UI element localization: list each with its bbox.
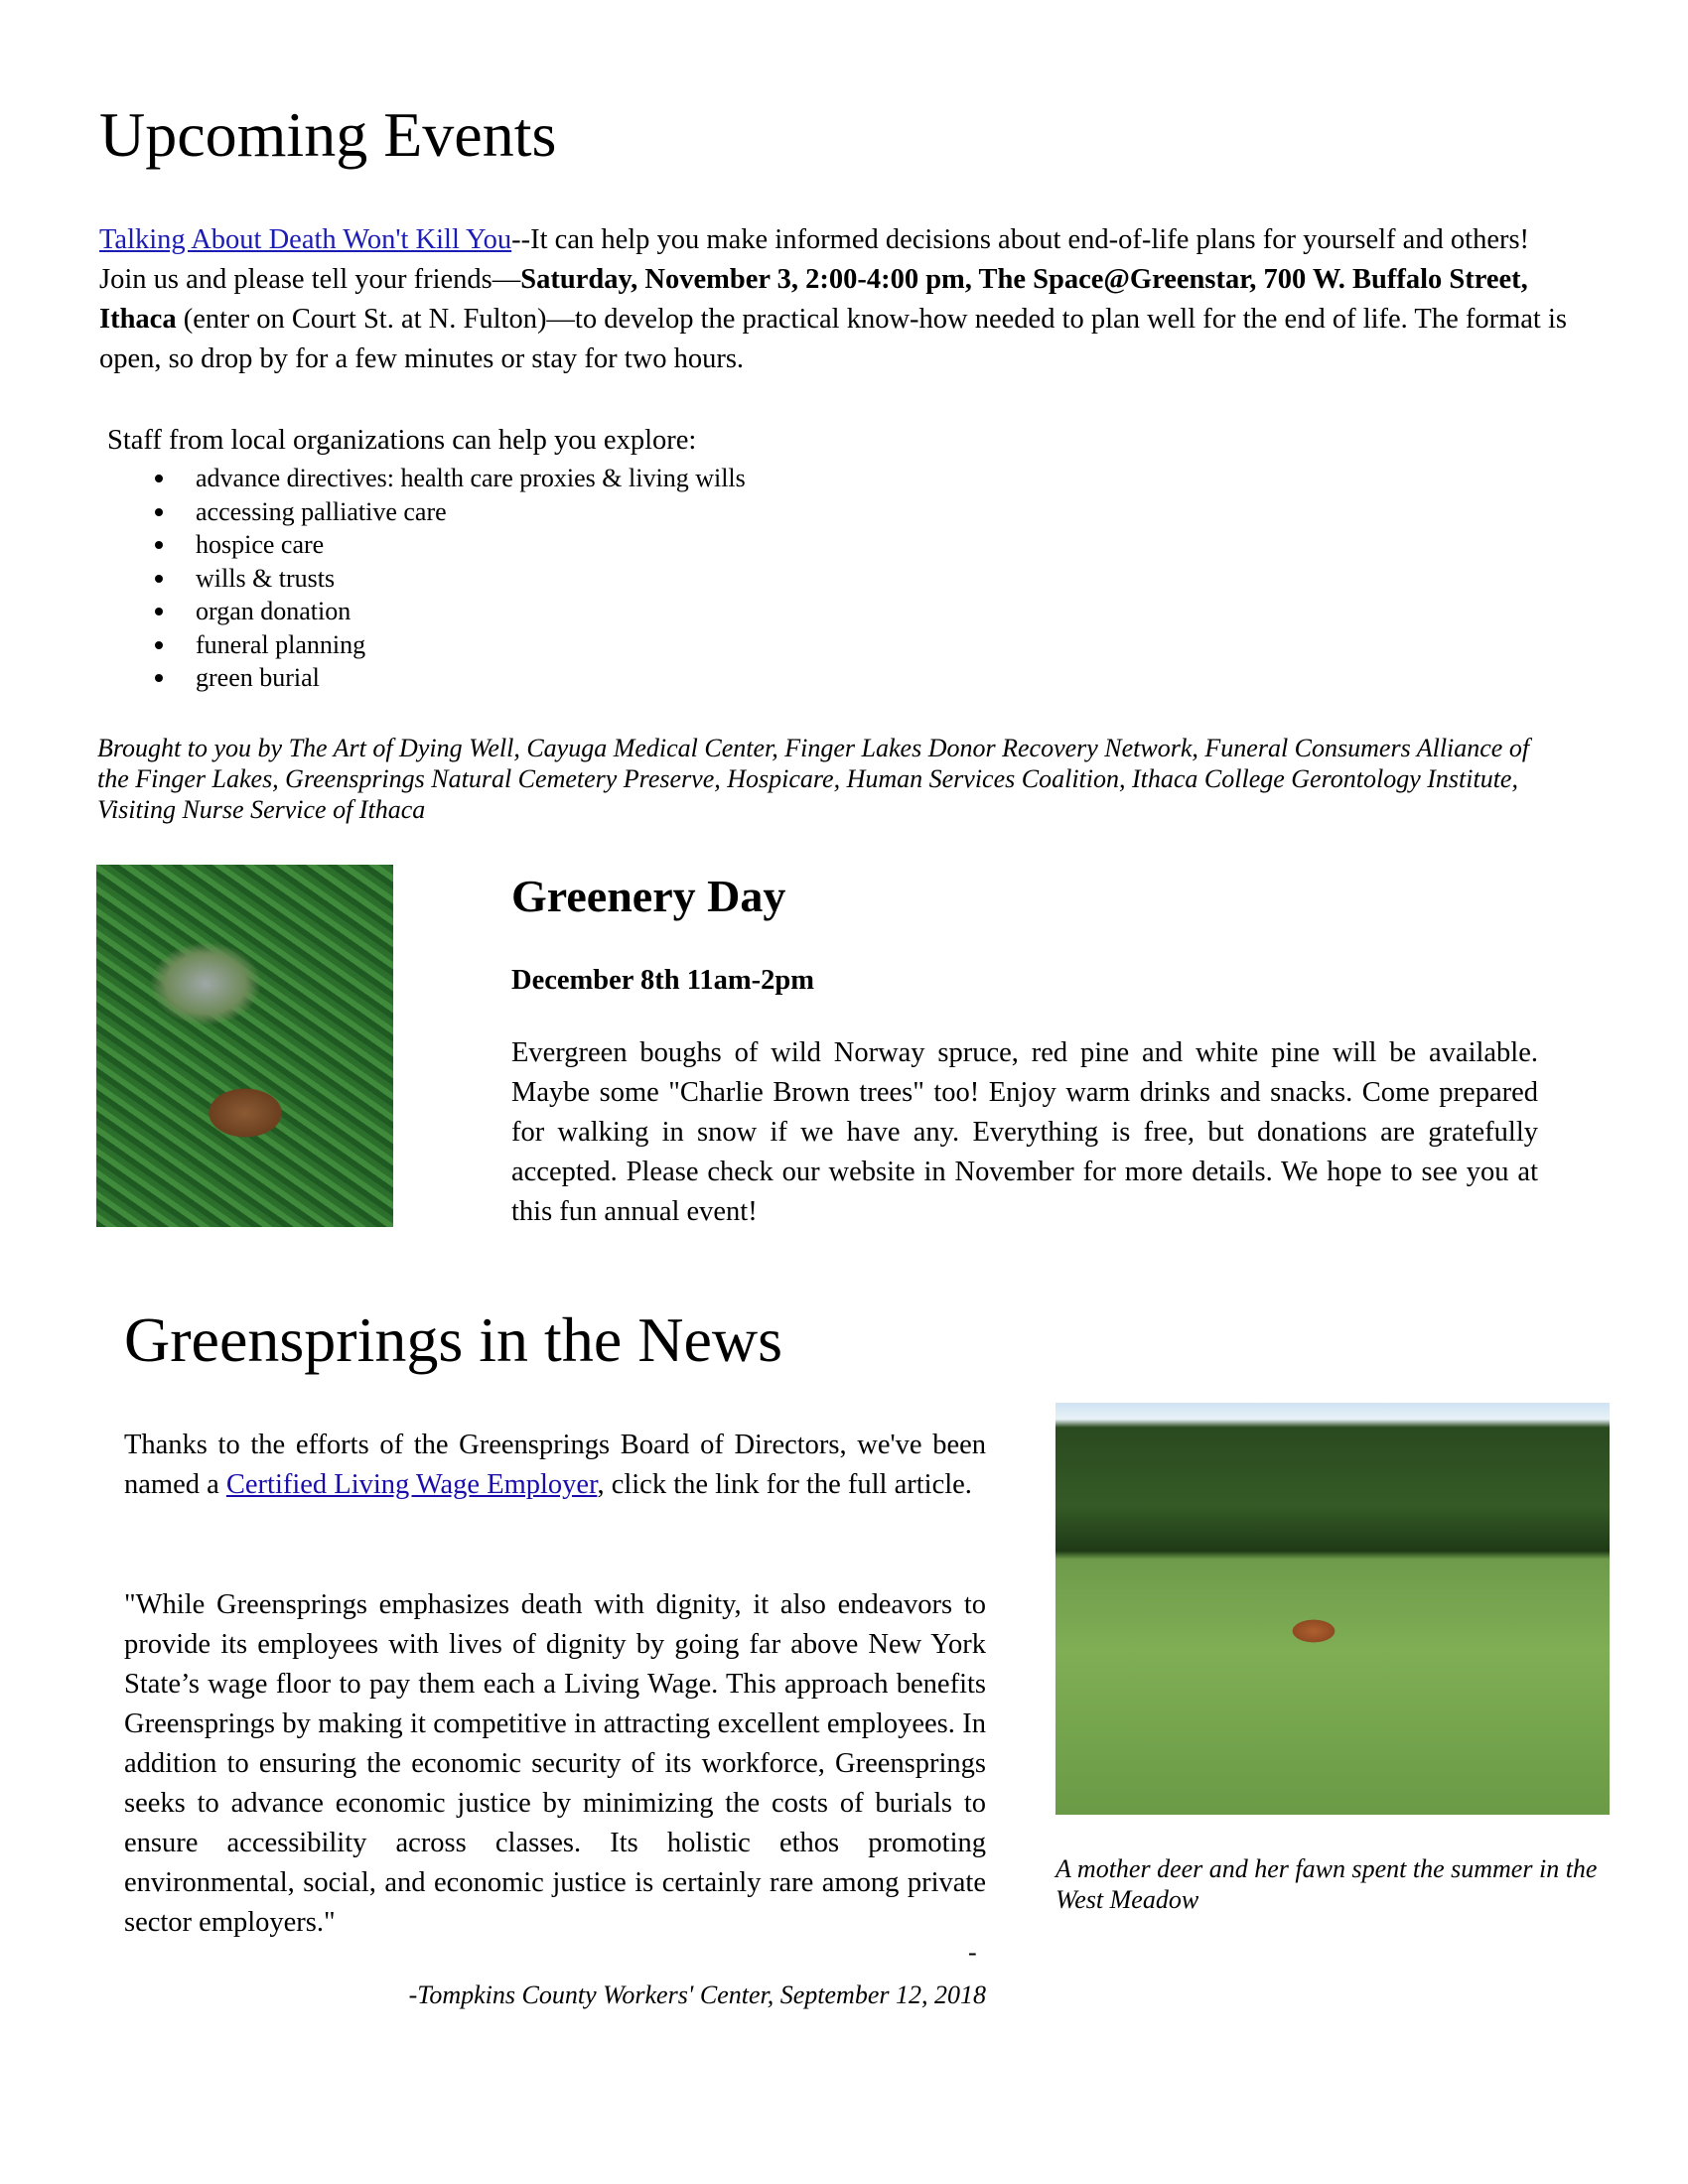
sponsors-text: Brought to you by The Art of Dying Well, Cayuga Medical Center, Finger Lakes Donor Recovery Network, Funeral Consumers Alliance of the Finger Lakes, Greensprings Natural Cemetery Preserve, Hospicare, Human Services Coalition, Ithaca College Gerontology Institute, Visiting Nurse Service of Ithaca [97,734,1530,824]
evergreen-wreath-image [96,865,393,1227]
talking-about-death-link[interactable]: Talking About Death Won't Kill You [99,224,512,255]
bullet-icon [155,508,163,516]
dash: - [968,1938,977,1967]
news-intro-text: Thanks to the efforts of the Greensprings Board of Directors, we've been named a [124,1430,986,1500]
greenery-day-date: December 8th 11am-2pm [511,965,814,996]
photo-caption: A mother deer and her fawn spent the summer in the West Meadow [1055,1854,1598,1914]
news-quote: "While Greensprings emphasizes death with dignity, it also endeavors to provide its employees with lives of dignity by going far above New York State’s wage floor to pay them each a Living Wage. This approach benefits Greensprings by making it competitive in attracting excellent employees. In addition to ensuring the economic security of its workforce, Greensprings seeks to advance economic justice by minimizing the costs of burials to ensure accessibility across classes. Its holistic ethos promoting environmental, social, and economic justice is certainly rare among private sector employers." [124,1589,986,1938]
topic-text: wills & trusts [196,563,336,593]
news-intro-text-end: , click the link for the full article. [597,1469,972,1500]
topic-text: hospice care [196,530,325,559]
event-date-location: Saturday, November 3, 2:00-4:00 pm, The Space@Greenstar, 700 W. Buffalo Street, Ithaca [99,264,1528,335]
bullet-icon [155,641,163,649]
list-item [196,661,746,695]
quote-attribution: -Tompkins County Workers' Center, September 12, 2018 [408,1980,986,2009]
bullet-icon [155,575,163,583]
topic-text: funeral planning [196,629,366,659]
topics-list [196,462,746,695]
list-item [196,562,746,596]
event-text-1: --It can help you make informed decisions about end-of-life plans for yourself and others! Join us and please tell your friends— [99,224,1530,295]
list-item [196,495,746,529]
event-text-2: (enter on Court St. at N. Fulton)—to develop the practical know-how needed to plan well for the end of life. The format is open, so drop by for a few minutes or stay for two hours. [99,304,1567,374]
greenery-day-body: Evergreen boughs of wild Norway spruce, red pine and white pine will be available. Maybe some "Charlie Brown trees" too! Enjoy warm drinks and snacks. Come prepared for walking in snow if we have any. Everything is free, but donations are gratefully accepted. Please check our website in November for more details. We hope to see you at this fun annual event! [511,1037,1538,1227]
list-item [196,528,746,562]
news-heading: Greensprings in the News [124,1304,782,1375]
upcoming-events-heading: Upcoming Events [99,99,557,170]
living-wage-employer-link[interactable]: Certified Living Wage Employer [225,1469,598,1500]
topic-text: advance directives: health care proxies & living wills [196,464,746,492]
event-description [99,220,1569,379]
news-intro [124,1426,986,1505]
topic-text: accessing palliative care [196,496,447,526]
bullet-icon [155,541,163,549]
topic-text: green burial [196,663,320,692]
bullet-icon [155,475,163,482]
topic-text: organ donation [196,597,352,625]
deer-meadow-photo [1055,1403,1610,1815]
bullet-icon [155,608,163,615]
list-item [196,628,746,662]
greenery-day-heading: Greenery Day [511,871,786,921]
list-item [196,595,746,628]
bullet-icon [155,674,163,682]
list-item [196,462,746,495]
staff-intro: Staff from local organizations can help you explore: [107,425,697,456]
